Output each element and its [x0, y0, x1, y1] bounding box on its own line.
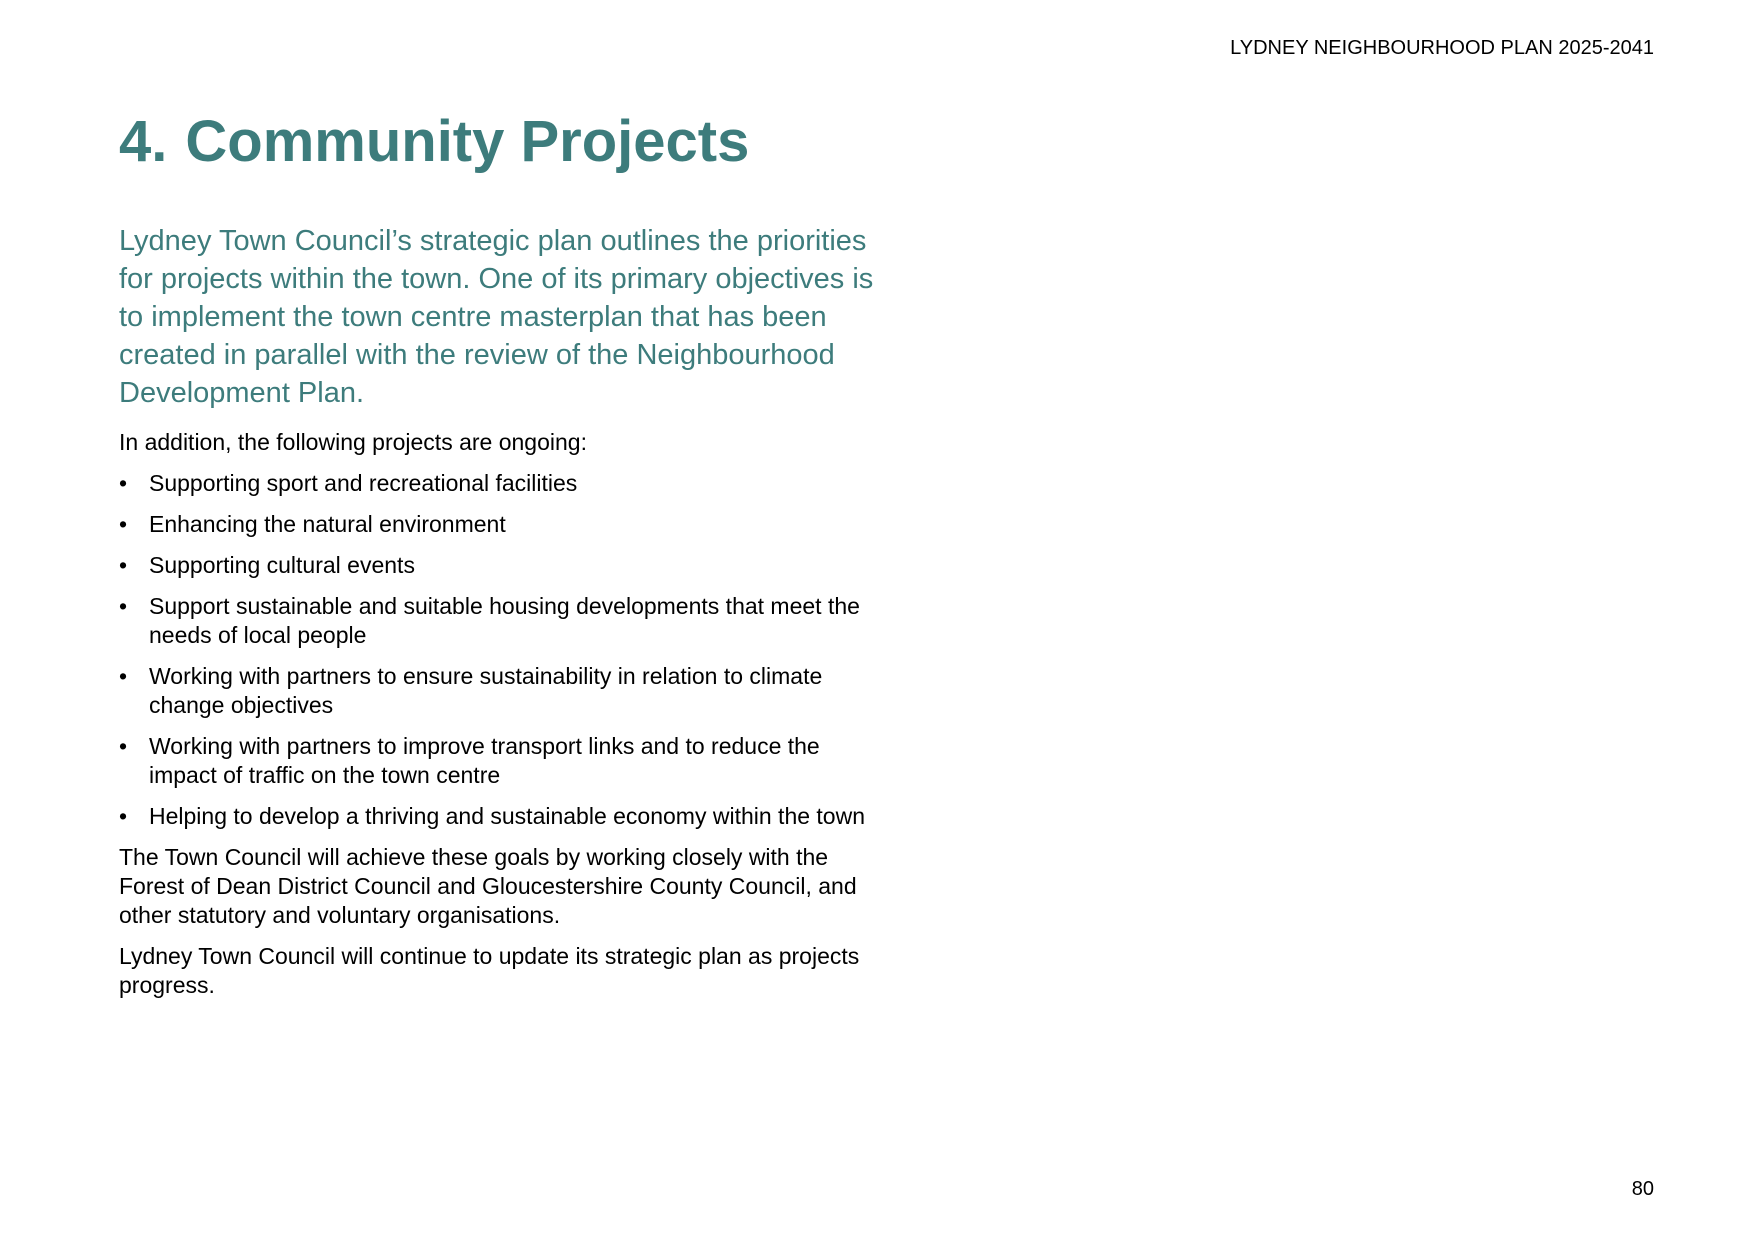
running-header: LYDNEY NEIGHBOURHOOD PLAN 2025-2041: [1230, 37, 1654, 59]
list-item-text: Support sustainable and suitable housing developments that meet the needs of local people: [149, 593, 860, 648]
lead-in-paragraph: In addition, the following projects are ongoing:: [119, 429, 587, 455]
list-item: [119, 592, 879, 650]
bullet-icon: •: [119, 470, 128, 496]
list-item-text: Working with partners to improve transport links and to reduce the impact of traffic on the town centre: [149, 733, 820, 788]
list-item: [119, 802, 879, 831]
list-item: [119, 551, 879, 580]
page-content: [119, 104, 879, 1012]
chapter-title-text: Community Projects: [185, 109, 750, 174]
list-item-text: Enhancing the natural environment: [149, 511, 506, 537]
bullet-icon: •: [119, 511, 128, 537]
closing-paragraph: The Town Council will achieve these goals by working closely with the Forest of Dean District Council and Gloucestershire County Council, and other statutory and voluntary organisations.: [119, 844, 857, 928]
chapter-title: [119, 104, 879, 180]
list-item: [119, 510, 879, 539]
projects-list: [119, 469, 879, 831]
chapter-number: 4.: [119, 109, 168, 174]
closing-paragraph: Lydney Town Council will continue to update its strategic plan as projects progress.: [119, 943, 860, 998]
bullet-icon: •: [119, 552, 128, 578]
page-number: 80: [1631, 1178, 1654, 1200]
bullet-icon: •: [119, 593, 128, 619]
list-item-text: Supporting sport and recreational facilities: [149, 470, 578, 496]
list-item: [119, 662, 879, 720]
list-item: [119, 732, 879, 790]
bullet-icon: •: [119, 803, 128, 829]
list-item: [119, 469, 879, 498]
list-item-text: Helping to develop a thriving and sustainable economy within the town: [149, 803, 865, 829]
intro-paragraph: Lydney Town Council’s strategic plan outlines the priorities for projects within the town. One of its primary objectives is to implement the town centre masterplan that has been created in parallel with the review of the Neighbourhood Development Plan.: [119, 225, 874, 409]
bullet-icon: •: [119, 663, 128, 689]
list-item-text: Working with partners to ensure sustainability in relation to climate change objectives: [149, 663, 823, 718]
bullet-icon: •: [119, 733, 128, 759]
list-item-text: Supporting cultural events: [149, 552, 415, 578]
